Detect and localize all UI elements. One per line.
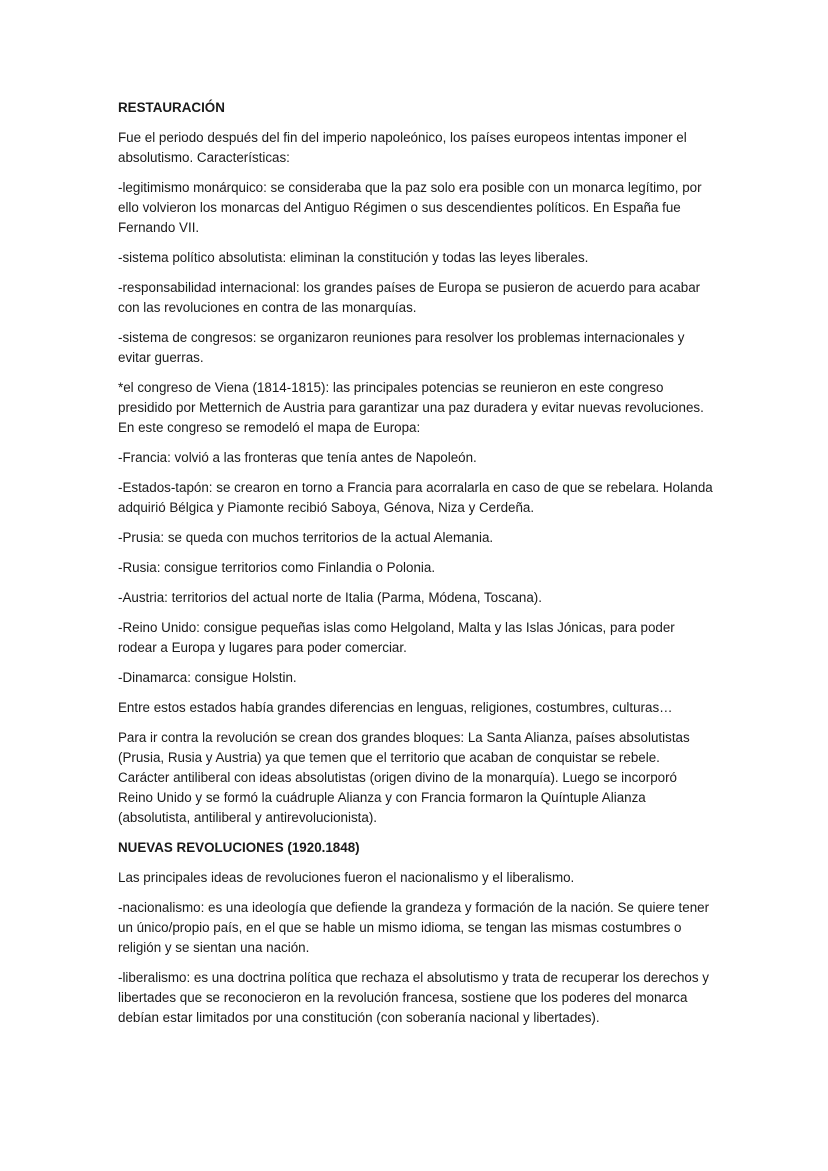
- paragraph: -Rusia: consigue territorios como Finlandia o Polonia.: [118, 560, 436, 575]
- paragraph: *el congreso de Viena (1814-1815): las principales potencias se reunieron en este congreso presidido por Metternich de Austria para garantizar una paz duradera y evitar nuevas revoluciones. En este congreso se remodeló el mapa de Europa:: [118, 380, 704, 435]
- paragraph: Entre estos estados había grandes diferencias en lenguas, religiones, costumbres, culturas…: [118, 700, 673, 715]
- paragraph: -nacionalismo: es una ideología que defiende la grandeza y formación de la nación. Se quiere tener un único/propio país, en el que se hable un mismo idioma, se tengan las mismas costumbres o religión y se sientan una nación.: [118, 900, 710, 955]
- paragraph: -Francia: volvió a las fronteras que tenía antes de Napoleón.: [118, 450, 477, 465]
- paragraph: -sistema político absolutista: eliminan la constitución y todas las leyes liberales.: [118, 250, 589, 265]
- paragraph: -Estados-tapón: se crearon en torno a Francia para acorralarla en caso de que se rebelara. Holanda adquirió Bélgica y Piamonte recibió Saboya, Génova, Niza y Cerdeña.: [118, 480, 713, 515]
- paragraph: Fue el periodo después del fin del imperio napoleónico, los países europeos intentas imponer el absolutismo. Características:: [118, 130, 687, 165]
- paragraph: -legitimismo monárquico: se consideraba que la paz solo era posible con un monarca legítimo, por ello volvieron los monarcas del Antiguo Régimen o sus descendientes políticos. En España fue Fernando VII.: [118, 180, 702, 235]
- section-heading-nuevas-revoluciones: NUEVAS REVOLUCIONES (1920.1848): [118, 840, 360, 855]
- document-page: [118, 98, 714, 1038]
- paragraph: -Reino Unido: consigue pequeñas islas como Helgoland, Malta y las Islas Jónicas, para poder rodear a Europa y lugares para poder comerciar.: [118, 620, 675, 655]
- section-heading-restauracion: RESTAURACIÓN: [118, 100, 225, 115]
- paragraph: Para ir contra la revolución se crean dos grandes bloques: La Santa Alianza, países absolutistas (Prusia, Rusia y Austria) ya que temen que el territorio que acaban de conquistar se rebele. Carácter antiliberal con ideas absolutistas (origen divino de la monarquía). Luego se incorporó Reino Unido y se formó la cuádruple Alianza y con Francia formaron la Quíntuple Alianza (absolutista, antiliberal y antirevolucionista).: [118, 730, 690, 825]
- paragraph: -liberalismo: es una doctrina política que rechaza el absolutismo y trata de recuperar los derechos y libertades que se reconocieron en la revolución francesa, sostiene que los poderes del monarca debían estar limitados por una constitución (con soberanía nacional y libertades).: [118, 970, 709, 1025]
- paragraph: -responsabilidad internacional: los grandes países de Europa se pusieron de acuerdo para acabar con las revoluciones en contra de las monarquías.: [118, 280, 701, 315]
- paragraph: -Dinamarca: consigue Holstin.: [118, 670, 297, 685]
- paragraph: -sistema de congresos: se organizaron reuniones para resolver los problemas internacionales y evitar guerras.: [118, 330, 685, 365]
- paragraph: -Austria: territorios del actual norte de Italia (Parma, Módena, Toscana).: [118, 590, 542, 605]
- paragraph: -Prusia: se queda con muchos territorios de la actual Alemania.: [118, 530, 494, 545]
- paragraph: Las principales ideas de revoluciones fueron el nacionalismo y el liberalismo.: [118, 870, 575, 885]
